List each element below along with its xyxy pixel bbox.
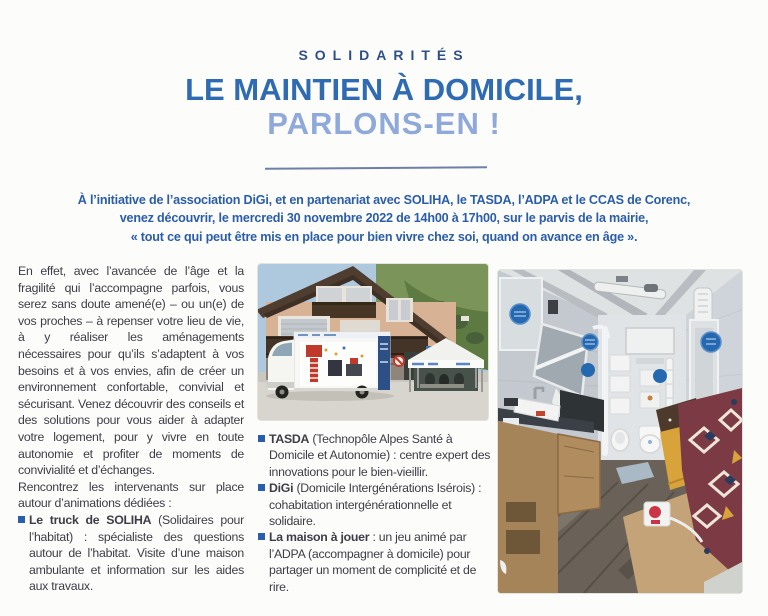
article-title-line-2: PARLONS-EN ! [267,106,501,141]
list-item [258,480,491,529]
chalet-photo-illustration [258,264,488,420]
middle-bullet-list [258,431,491,595]
section-kicker: SOLIDARITÉS [298,47,470,63]
list-item [258,529,491,595]
intro-block [34,191,734,246]
photo-chalet-truck-tent [258,264,488,420]
bullet-square-icon [258,435,265,442]
list-item [258,431,491,480]
intro-line: venez découvrir, le mercredi 30 novembre 2022 de 14h00 à 17h00, sur le parvis de la mairie, [119,211,649,226]
bullet-square-icon [18,516,25,523]
bullet-lead: Le truck de SOLIHA [29,512,152,527]
bullet-square-icon [258,533,265,540]
intro-line: « tout ce qui peut être mis en place pour bien vivre chez soi, quand on avance en âge ». [130,229,638,244]
bullet-text: (Solidaires pour l’habitat) : spécialiste des questions autour de l’habitat. Visite d’une maison ambulante et information sur les aides aux travaux. [29,512,244,594]
title-divider [265,166,487,170]
bullet-text: : un jeu animé par l’ADPA (accompagner à domicile) pour partager un moment de complicité et de rire. [269,530,477,594]
body-paragraph: Rencontrez les intervenants sur place autour d’animations dédiées : [18,479,244,511]
interior-photo-illustration [498,270,742,593]
bullet-lead: TASDA [269,432,310,446]
intro-line: À l’initiative de l’association DiGi, et en partenariat avec SOLIHA, le TASDA, l’ADPA et le CCAS de Corenc, [77,193,691,207]
article-title-line-1: LE MAINTIEN À DOMICILE, [185,72,583,107]
bullet-lead: DiGi [269,481,294,496]
body-paragraph: En effet, avec l’avancée de l’âge et la fragilité qui l’accompagne parfois, vous serez sans doute amené(e) – ou un(e) de vos proches – à repenser votre lieu de vie, à y réaliser les aménagements nécessaires pour qu’ils s’adaptent à vos besoins et à vos envies, afin de créer un environnement confortable, convivial et sécurisant. Venez découvrir des conseils et des solutions pour vous aider à adapter votre logement, pour y vivre en toute autonomie et profiter de moments de convivialité et d’échanges. [18,264,244,478]
bullet-square-icon [258,484,265,491]
air-conditioner [694,288,712,324]
soliha-truck [266,332,394,401]
left-text-column [18,263,244,595]
list-item [18,512,244,595]
photo-mobile-home-interior [498,270,742,593]
bullet-lead: La maison à jouer [269,530,370,545]
bullet-text: (Technopôle Alpes Santé à Domicile et Autonomie) : centre expert des innovations pour le bien-vieillir. [269,432,491,479]
bullet-text: (Domicile Intergénérations Isérois) : cohabitation intergénérationnelle et solidaire. [269,481,482,529]
